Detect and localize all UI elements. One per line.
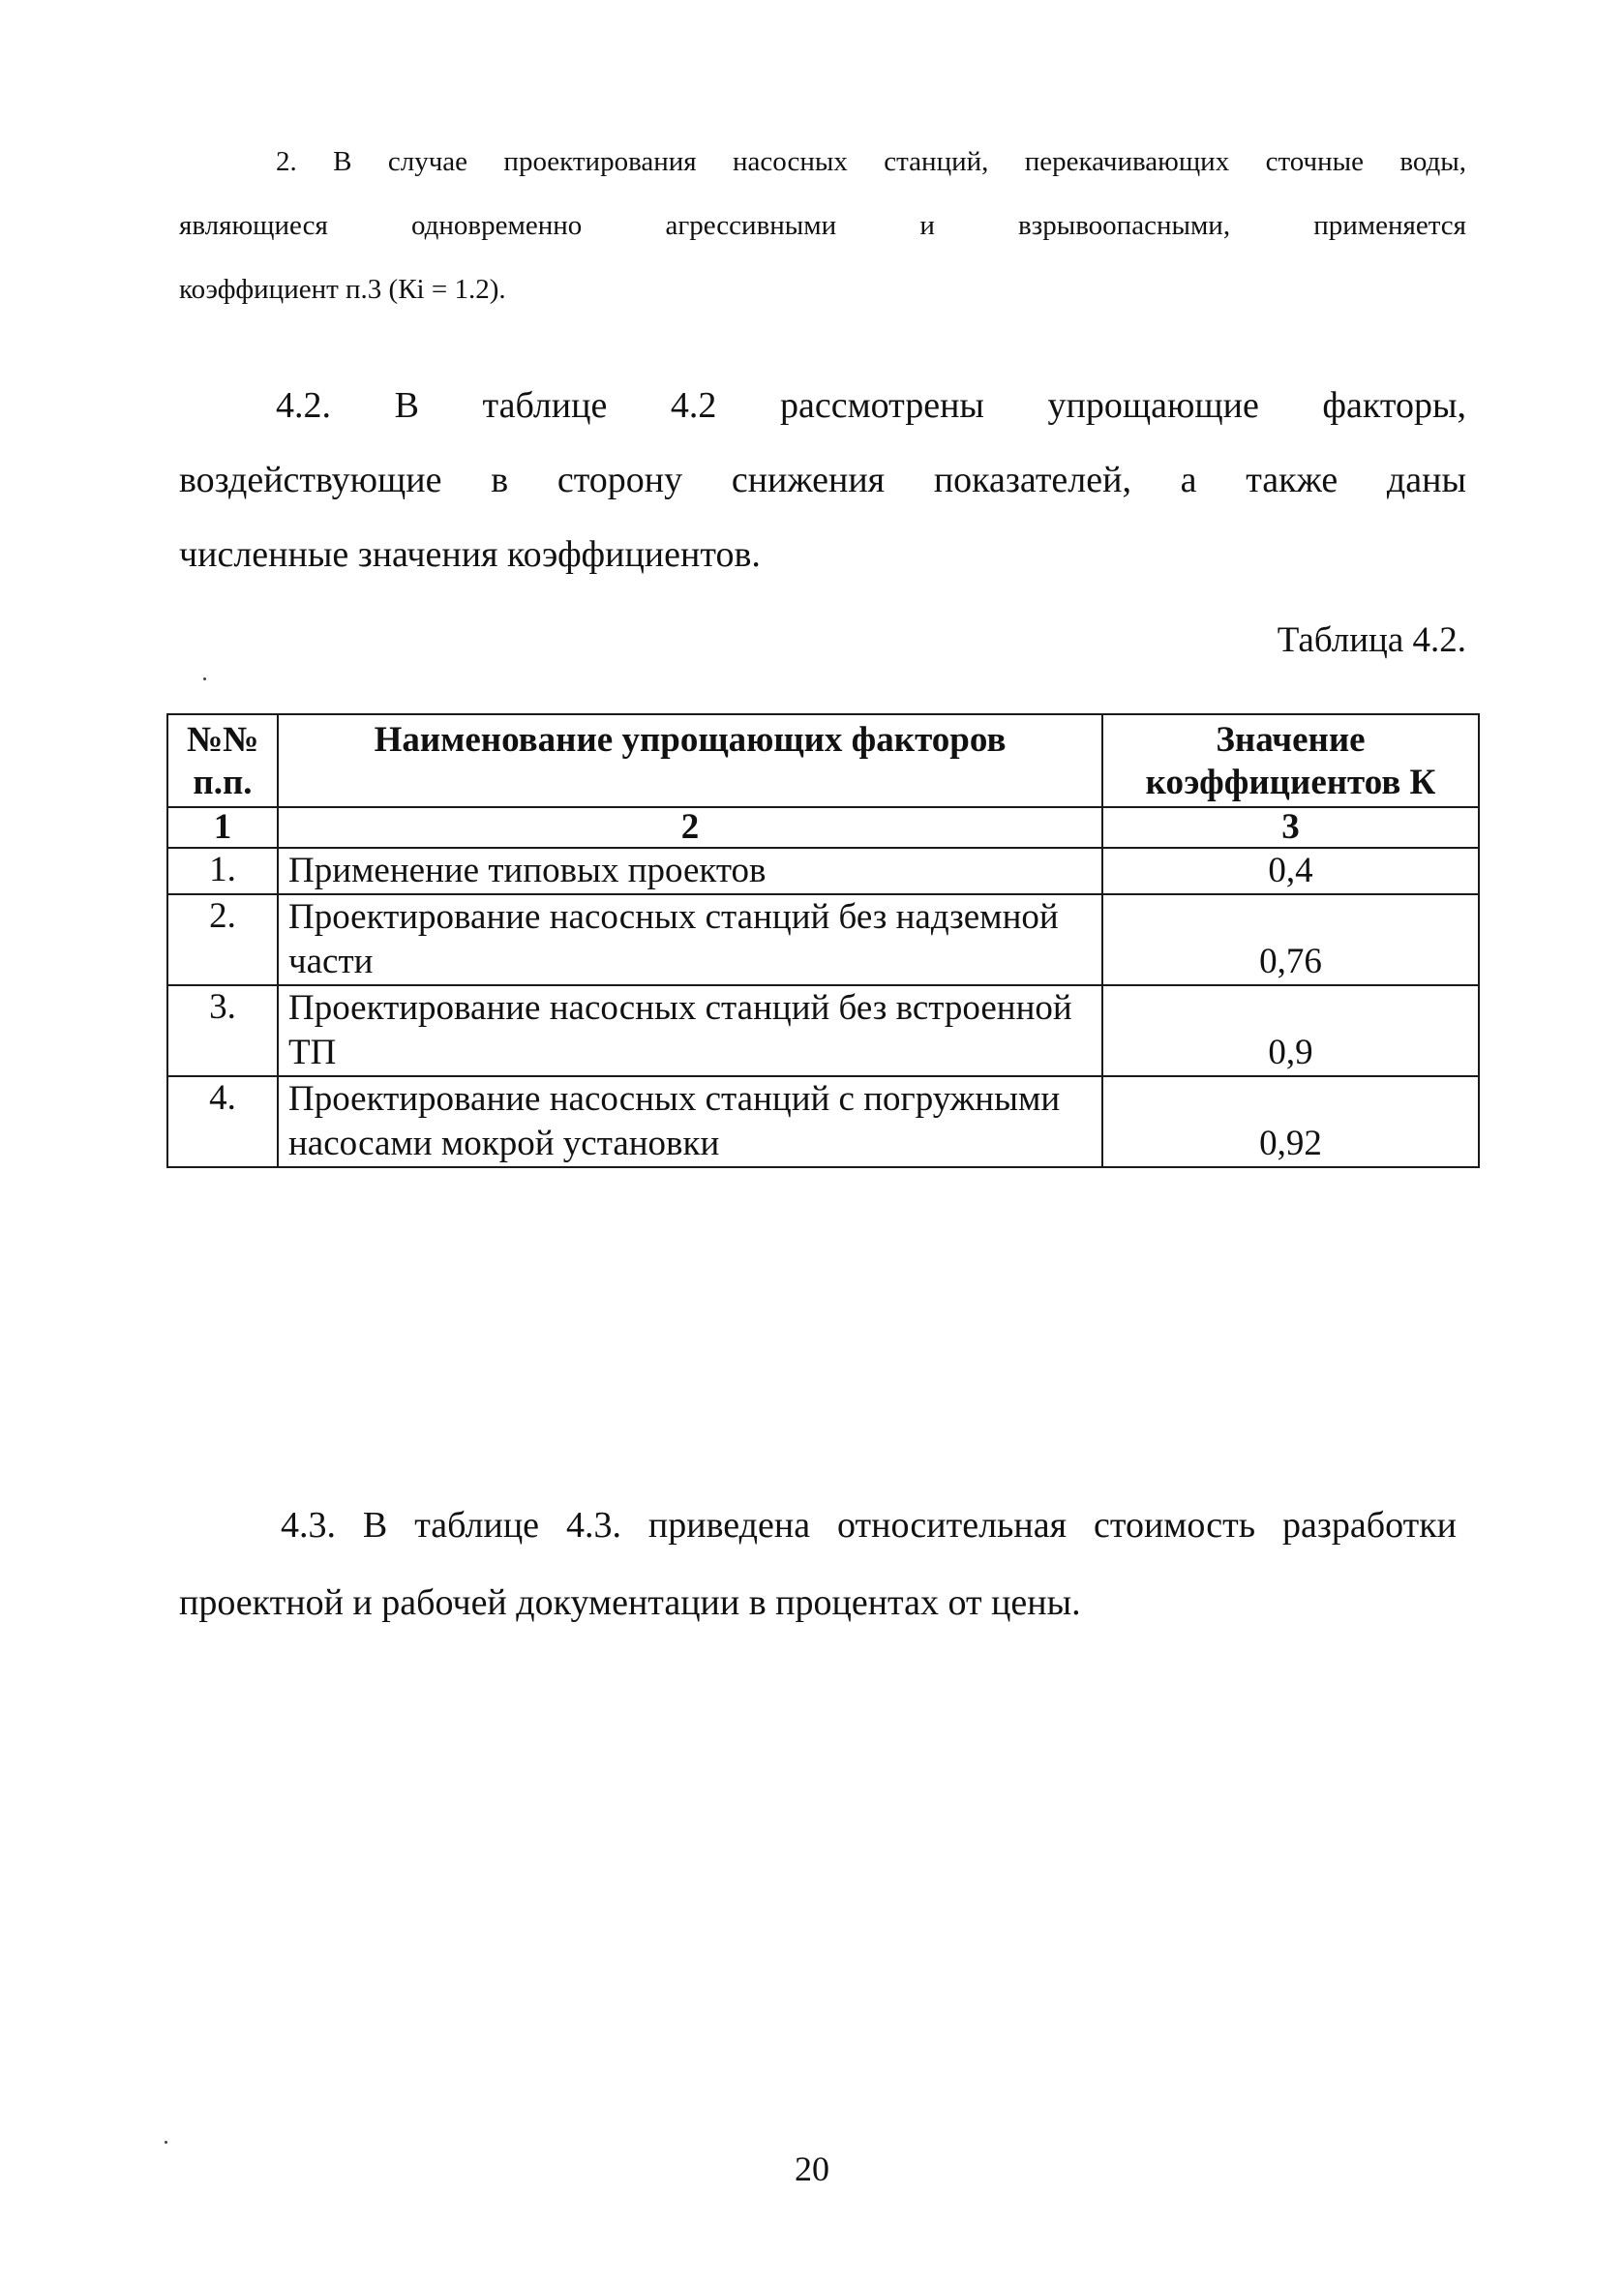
- header-number: №№ п.п.: [167, 714, 278, 807]
- table-row: [167, 1076, 1479, 1167]
- paragraph-line: воздействующие в сторону снижения показателей, а также даны: [179, 460, 1466, 500]
- paragraph-line: 4.2. В таблице 4.2 рассмотрены упрощающие факторы,: [276, 385, 1466, 426]
- coefficient-value: 0,92: [1102, 1076, 1479, 1167]
- paragraph-line: проектной и рабочей документации в процентах от цены.: [179, 1582, 1081, 1623]
- paragraph-line: коэффициент п.3 (Кi = 1.2).: [179, 274, 506, 305]
- table-caption: Таблица 4.2.: [1277, 620, 1466, 660]
- paragraph-line: являющиеся одновременно агрессивными и взрывоопасными, применяется: [179, 210, 1466, 241]
- factor-name: Применение типовых проектов: [278, 848, 1102, 894]
- header-factor-name: Наименование упрощающих факторов: [278, 714, 1102, 807]
- scan-speck: [165, 2141, 167, 2144]
- column-number: 2: [278, 807, 1102, 848]
- table-row: [167, 894, 1479, 985]
- paragraph-line: 2. В случае проектирования насосных станций, перекачивающих сточные воды,: [276, 146, 1466, 177]
- column-number: 3: [1102, 807, 1479, 848]
- paragraph-4-2: [179, 369, 1466, 592]
- table-row: [167, 848, 1479, 894]
- row-number: 2.: [167, 894, 278, 985]
- paragraph-line: численные значения коэффициентов.: [179, 534, 761, 575]
- table-row: [167, 985, 1479, 1076]
- coefficient-value: 0,76: [1102, 894, 1479, 985]
- coefficient-value: 0,4: [1102, 848, 1479, 894]
- paragraph-coefficient-note: [179, 130, 1466, 321]
- coefficient-value: 0,9: [1102, 985, 1479, 1076]
- paragraph-4-3: [179, 1487, 1457, 1641]
- scan-speck: [203, 677, 206, 680]
- column-number: 1: [167, 807, 278, 848]
- row-number: 1.: [167, 848, 278, 894]
- factor-name: Проектирование насосных станций с погружными насосами мокрой установки: [278, 1076, 1102, 1167]
- factor-name: Проектирование насосных станций без надземной части: [278, 894, 1102, 985]
- row-number: 3.: [167, 985, 278, 1076]
- factor-name: Проектирование насосных станций без встроенной ТП: [278, 985, 1102, 1076]
- simplifying-factors-table: [166, 713, 1480, 1168]
- page-number: 20: [795, 2150, 829, 2188]
- column-number-row: [167, 807, 1479, 848]
- row-number: 4.: [167, 1076, 278, 1167]
- header-coefficient: Значение коэффициентов К: [1102, 714, 1479, 807]
- paragraph-line: 4.3. В таблице 4.3. приведена относительная стоимость разработки: [281, 1505, 1457, 1546]
- table-header-row: [167, 714, 1479, 807]
